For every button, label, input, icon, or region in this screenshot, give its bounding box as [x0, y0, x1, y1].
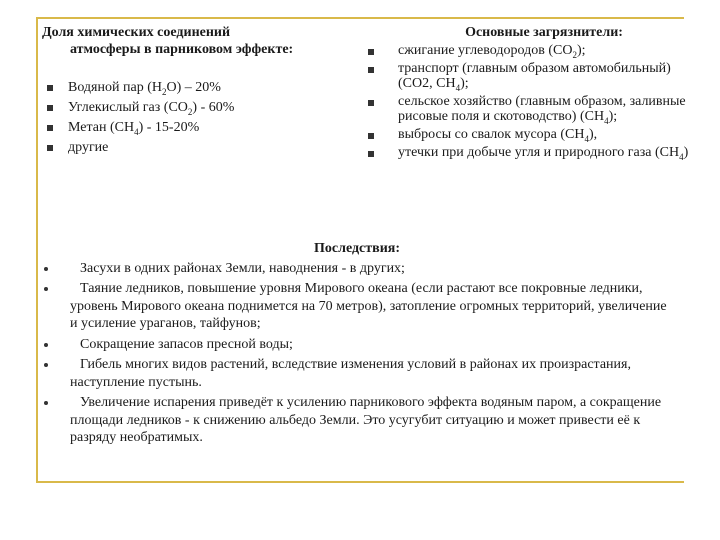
list-item: транспорт (главным образом автомобильный) (CO2, $CH_4$);: [364, 61, 694, 91]
list-item: Таяние ледников, повышение уровня Мирового океана (если растают все покровные ледники, уровень Мирового океана поднимется на 70 метров), затопление огромных территорий, увеличение и усиление ураганов, тайфунов;: [42, 280, 672, 333]
square-bullet-icon: [47, 145, 53, 151]
frame-bottom-line: [36, 481, 684, 483]
square-bullet-icon: [368, 151, 374, 157]
square-bullet-icon: [47, 85, 53, 91]
frame-top-line: [36, 17, 684, 19]
square-bullet-icon: [368, 49, 374, 55]
list-item: сельское хозяйство (главным образом, заливные рисовые поля и скотоводство) $(CH_4)$;: [364, 94, 694, 124]
consequences-title: Последствия:: [313, 241, 401, 256]
composition-list: [42, 78, 362, 158]
list-item: выбросы со свалок мусора $(CH_4)$,: [364, 127, 694, 142]
list-item: другие: [42, 138, 362, 158]
square-bullet-icon: [368, 67, 374, 73]
square-bullet-icon: [47, 125, 53, 131]
list-item: Водяной пар $(H_2O) - 20\%$: [42, 78, 362, 98]
pollutants-list: [364, 43, 694, 160]
square-bullet-icon: [47, 105, 53, 111]
pollutants-section: [364, 24, 694, 163]
round-bullet-icon: [44, 363, 48, 367]
composition-title-line1: Доля химических соединений: [42, 25, 231, 40]
list-item: Гибель многих видов растений, вследствие изменения условий в районах их произрастания, наступление пустынь.: [42, 356, 672, 391]
list-item: сжигание углеводородов $(CO_2)$;: [364, 43, 694, 58]
list-item: Углекислый газ $(CO_2) - 60\%$: [42, 98, 362, 118]
frame-left-line: [36, 17, 38, 483]
list-item: Засухи в одних районах Земли, наводнения - в других;: [42, 260, 672, 278]
composition-title: [42, 24, 362, 58]
list-item: утечки при добыче угля и природного газа $(CH_4)$: [364, 145, 694, 160]
list-item: Метан $(CH_4) - 15-20\%$: [42, 118, 362, 138]
pollutants-title: Основные загрязнители:: [465, 25, 623, 40]
composition-title-line2: атмосферы в парниковом эффекте:: [70, 42, 294, 57]
square-bullet-icon: [368, 133, 374, 139]
consequences-section: [42, 240, 672, 450]
round-bullet-icon: [44, 401, 48, 405]
list-item: Сокращение запасов пресной воды;: [42, 336, 672, 354]
list-item: Увеличение испарения приведёт к усилению парникового эффекта водяным паром, а сокращение площади ледников - к снижению альбедо Земли. Это усугубит ситуацию и может привести её к разряду необратимых.: [42, 394, 672, 447]
composition-section: [42, 24, 362, 158]
round-bullet-icon: [44, 287, 48, 291]
round-bullet-icon: [44, 343, 48, 347]
consequences-list: [42, 260, 672, 447]
round-bullet-icon: [44, 267, 48, 271]
square-bullet-icon: [368, 100, 374, 106]
